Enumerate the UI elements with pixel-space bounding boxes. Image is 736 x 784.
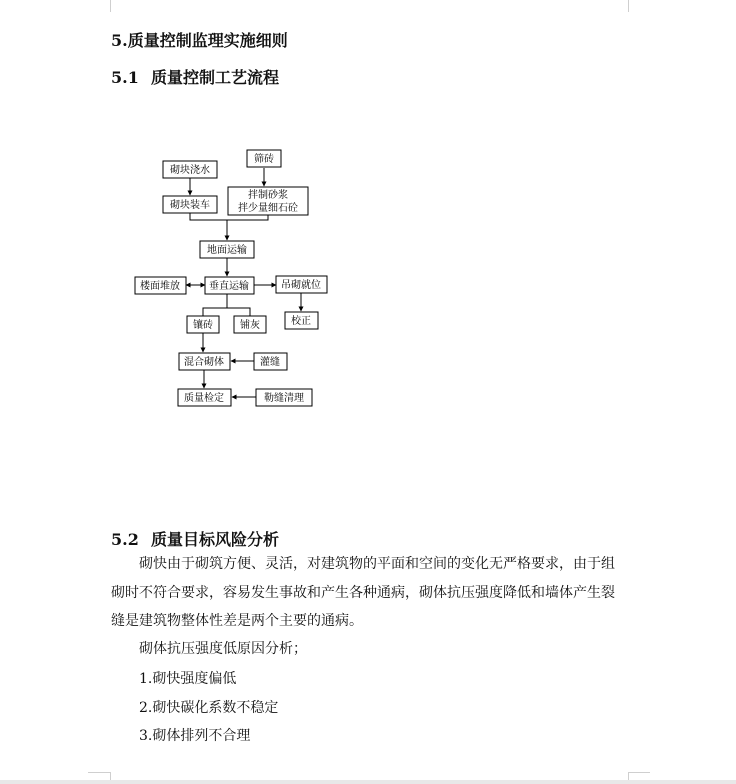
flow-box-b13	[254, 353, 287, 370]
main-heading: 5.质量控制监理实施细则	[111, 31, 288, 50]
section-number: 5.2	[111, 530, 139, 549]
list-item: 3.砌体排列不合理	[139, 728, 251, 744]
flow-box-b14	[178, 389, 231, 406]
flow-box-b3	[163, 196, 217, 213]
svg-text:镶砖: 镶砖	[193, 320, 213, 331]
flow-box-b4	[228, 187, 308, 215]
flow-box-b1	[163, 161, 217, 178]
section-heading-5-2	[111, 527, 279, 550]
flow-box-b11	[285, 312, 318, 329]
flow-box-b12	[179, 353, 230, 370]
section-title: 质量控制工艺流程	[151, 68, 280, 87]
svg-text:质量检定: 质量检定	[184, 393, 224, 404]
body-paragraph: 砌快由于砌筑方便、灵活，对建筑物的平面和空间的变化无严格要求，由于组砌时不符合要求，容易发生事故和产生各种通病，砌体抗压强度降低和墙体产生裂缝是建筑物整体性差是两个主要的通病。	[111, 556, 615, 629]
list-item: 1.砌快强度偏低	[139, 671, 237, 687]
svg-text:校正: 校正	[291, 316, 311, 327]
margin-mark	[88, 772, 110, 773]
list-item: 2.砌快碳化系数不稳定	[139, 700, 279, 716]
svg-text:砌块浇水: 砌块浇水	[170, 165, 210, 176]
flow-box-b5	[200, 241, 254, 258]
flow-box-b2	[247, 150, 281, 167]
svg-text:铺灰: 铺灰	[240, 320, 260, 331]
svg-text:灌缝: 灌缝	[260, 357, 280, 368]
flow-box-b15	[256, 389, 312, 406]
flow-box-b10	[234, 316, 266, 333]
svg-text:拌制砂浆: 拌制砂浆	[248, 190, 288, 201]
svg-text:筛砖: 筛砖	[254, 154, 274, 165]
flow-box-b7	[205, 277, 254, 294]
svg-text:勒缝清理: 勒缝清理	[264, 393, 304, 404]
flow-box-b6	[135, 277, 186, 294]
svg-text:拌少量细石砼: 拌少量细石砼	[238, 203, 298, 214]
page-edge	[0, 780, 736, 784]
svg-text:楼面堆放: 楼面堆放	[140, 281, 180, 292]
svg-text:混合砌体: 混合砌体	[184, 357, 224, 368]
margin-mark	[628, 772, 650, 773]
section-number: 5.1	[111, 68, 139, 87]
svg-text:砌块装车: 砌块装车	[170, 200, 210, 211]
body-paragraph: 砌体抗压强度低原因分析；	[139, 641, 307, 657]
flow-box-b9	[187, 316, 219, 333]
flow-box-b8	[276, 276, 327, 293]
svg-text:地面运输: 地面运输	[207, 245, 247, 256]
svg-text:吊砌就位: 吊砌就位	[281, 280, 321, 291]
section-title: 质量目标风险分析	[151, 530, 280, 549]
svg-text:垂直运输: 垂直运输	[209, 281, 249, 292]
